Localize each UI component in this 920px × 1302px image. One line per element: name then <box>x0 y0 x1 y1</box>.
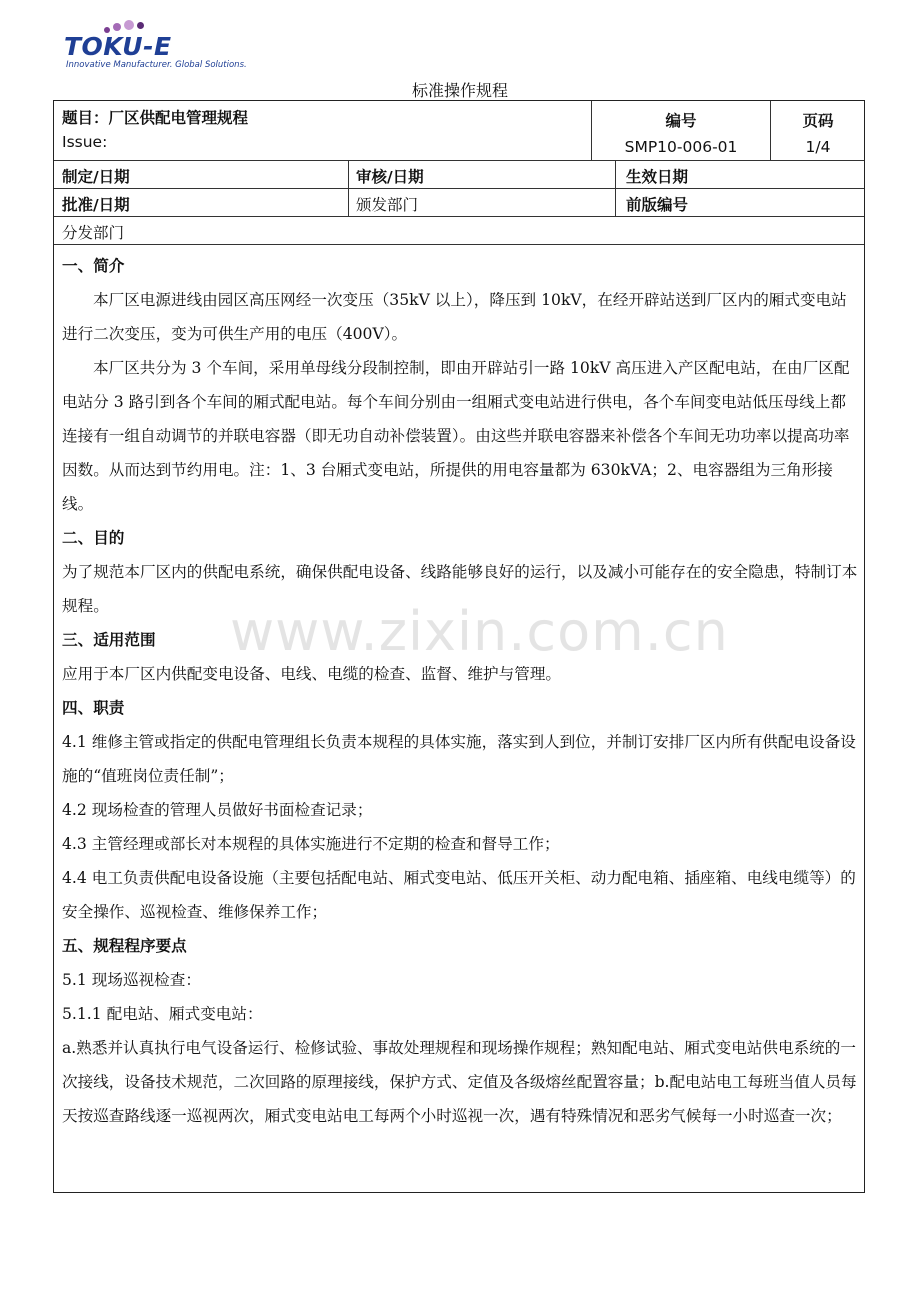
header-divider <box>54 188 864 189</box>
body-paragraph: 为了规范本厂区内的供配电系统，确保供配电设备、线路能够良好的运行，以及减小可能存在的安全隐患，特制订本规程。 <box>62 563 858 615</box>
number-value: SMP10-006-01 <box>624 138 738 156</box>
made-by-label: 制定/日期 <box>62 168 130 186</box>
subject-label: 题目：厂区供配电管理规程 <box>62 109 249 127</box>
logo-dot <box>113 23 121 31</box>
company-logo <box>64 18 264 74</box>
approved-by-label: 批准/日期 <box>62 196 130 214</box>
document-body <box>62 249 858 1133</box>
section-heading: 一、简介 <box>62 257 125 275</box>
distribution-label: 分发部门 <box>62 224 125 242</box>
header-divider <box>54 244 864 245</box>
header-column-divider <box>615 160 616 216</box>
body-paragraph: 本厂区电源进线由园区高压网经一次变压（35kV 以上），降压到 10kV，在经开辟站送到厂区内的厢式变电站进行二次变压，变为可供生产用的电压（400V）。 <box>62 291 847 343</box>
document-title: 标准操作规程 <box>411 81 508 100</box>
body-paragraph: 4.3 主管经理或部长对本规程的具体实施进行不定期的检查和督导工作； <box>62 835 560 853</box>
logo-brand-text: TOKU-E <box>64 32 172 61</box>
section-heading: 二、目的 <box>62 529 125 547</box>
body-paragraph: 本厂区共分为 3 个车间，采用单母线分段制控制，即由开辟站引一路 10kV 高压进入产区配电站，在由厂区配电站分 3 路引到各个车间的厢式配电站。每个车间分别由一组厢式变电站进行供电，各个车间变电站低压母线上都连接有一组自动调节的并联电容器（即无功自动补偿装置）。由这些并联电容器来补偿各个车间无功功率以提高功率因数。从而达到节约用电。注：1、3 台厢式变电站，所提供的用电容量都为 630kVA；2、电容器组为三角形接线。 <box>62 359 850 513</box>
header-column-divider <box>348 160 349 216</box>
body-paragraph: 应用于本厂区内供配变电设备、电线、电缆的检查、监督、维护与管理。 <box>62 665 562 683</box>
reviewed-by-label: 审核/日期 <box>356 168 424 186</box>
body-paragraph: 4.2 现场检查的管理人员做好书面检查记录； <box>62 801 373 819</box>
header-divider <box>54 160 864 161</box>
header-divider <box>54 216 864 217</box>
previous-version-label: 前版编号 <box>626 196 689 214</box>
logo-dot <box>124 20 134 30</box>
body-paragraph: a.熟悉并认真执行电气设备运行、检修试验、事故处理规程和现场操作规程；熟知配电站、厢式变电站供电系统的一次接线，设备技术规范，二次回路的原理接线，保护方式、定值及各级熔丝配置容量；b.配电站电工每班当值人员每天按巡查路线逐一巡视两次，厢式变电站电工每两个小时巡视一次，遇有特殊情况和恶劣气候每一小时巡查一次； <box>62 1039 857 1125</box>
section-heading: 三、适用范围 <box>62 631 156 649</box>
body-paragraph: 4.1 维修主管或指定的供配电管理组长负责本规程的具体实施，落实到人到位，并制订安排厂区内所有供配电设备设施的“值班岗位责任制”； <box>62 733 856 785</box>
section-heading: 四、职责 <box>62 699 125 717</box>
body-paragraph: 5.1 现场巡视检查： <box>62 971 201 989</box>
effective-date-label: 生效日期 <box>626 168 689 186</box>
body-paragraph: 5.1.1 配电站、厢式变电站： <box>62 1005 263 1023</box>
body-paragraph: 4.4 电工负责供配电设备设施（主要包括配电站、厢式变电站、低压开关柜、动力配电箱、插座箱、电线电缆等）的安全操作、巡视检查、维修保养工作； <box>62 869 856 921</box>
logo-dot <box>137 22 144 29</box>
watermark-text: www.zixin.com.cn <box>230 600 729 663</box>
section-heading: 五、规程程序要点 <box>62 937 187 955</box>
page-label: 页码 <box>802 112 834 130</box>
number-label: 编号 <box>665 112 697 130</box>
issue-label: Issue: <box>62 133 108 151</box>
page-value: 1/4 <box>805 138 831 156</box>
logo-tagline: Innovative Manufacturer. Global Solutions. <box>66 60 247 70</box>
issuing-dept-label: 颁发部门 <box>356 196 419 214</box>
